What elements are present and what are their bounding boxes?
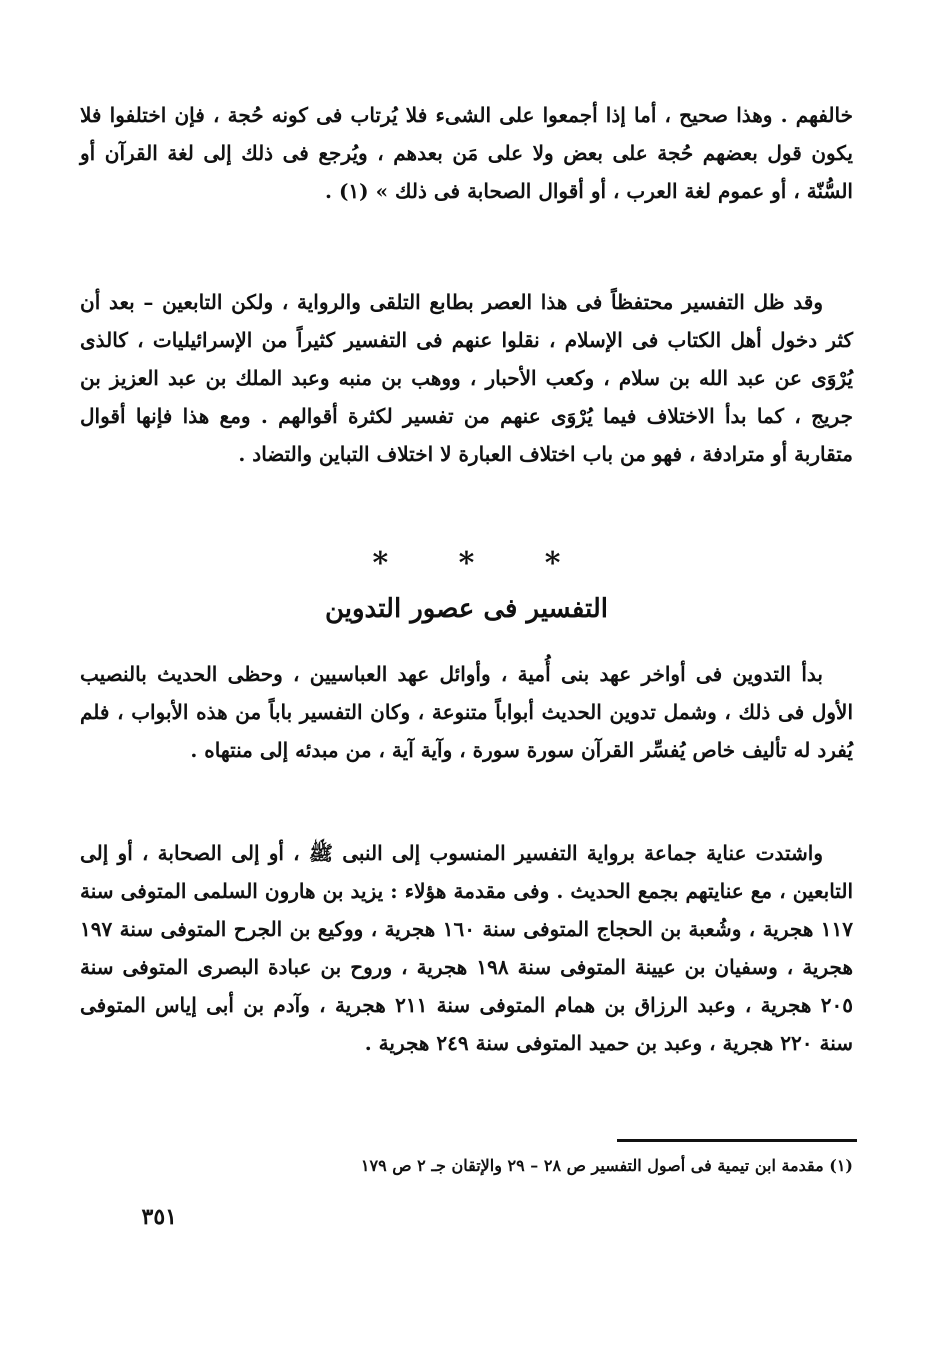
section-separator [0, 546, 933, 581]
paragraph-4-text: واشتدت عناية جماعة برواية التفسير المنسوب إلى النبى ﷺ ، أو إلى الصحابة ، أو إلى التابعين ، مع عنايتهم بجمع الحديث . وفى مقدمة هؤلاء : يزيد بن هارون السلمى المتوفى سنة ١١٧ هجرية ، وشُعبة بن الحجاج المتوفى سنة ١٦٠ هجرية ، ووكيع بن الجرح المتوفى سنة ١٩٧ هجرية ، وسفيان بن عيينة المتوفى سنة ١٩٨ هجرية ، وروح بن عبادة البصرى المتوفى سنة ٢٠٥ هجرية ، وعبد الرزاق بن همام المتوفى سنة ٢١١ هجرية ، وآدم بن أبى إياس المتوفى سنة ٢٢٠ هجرية ، وعبد بن حميد المتوفى سنة ٢٤٩ هجرية . [80, 841, 853, 1055]
section-heading: التفسير فى عصور التدوين [324, 594, 609, 624]
paragraph-3-text: بدأ التدوين فى أواخر عهد بنى أُمية ، وأوائل عهد العباسيين ، وحظى الحديث بالنصيب الأول فى ذلك ، وشمل تدوين الحديث أبواباً متنوعة ، وكان التفسير باباً من هذه الأبواب ، فلم يُفرد له تأليف خاص يُفسِّر القرآن سورة سورة ، وآية آية ، من مبدئه إلى منتهاه . [80, 662, 853, 762]
paragraph-2 [80, 283, 853, 473]
paragraph-4 [80, 834, 853, 1062]
footnote-divider [617, 1139, 857, 1142]
paragraph-3 [80, 655, 853, 769]
paragraph-1-text: خالفهم . وهذا صحيح ، أما إذا أجمعوا على الشىء فلا يُرتاب فى كونه حُجة ، فإن اختلفوا فلا يكون قول بعضهم حُجة على بعض ولا على مَن بعدهم ، ويُرجع فى ذلك إلى لغة القرآن أو السُّنّة ، أو عموم لغة العرب ، أو أقوال الصحابة فى ذلك » (١) . [80, 103, 853, 203]
paragraph-1 [80, 96, 853, 210]
separator-star: * [372, 546, 389, 581]
separator-star: * [458, 546, 475, 581]
paragraph-2-text: وقد ظل التفسير محتفظاً فى هذا العصر بطابع التلقى والرواية ، ولكن التابعين – بعد أن كثر دخول أهل الكتاب فى الإسلام ، نقلوا عنهم فى التفسير كثيراً من الإسرائيليات ، كالذى يُرْوَى عن عبد الله بن سلام ، وكعب الأحبار ، ووهب بن منبه وعبد الملك بن عبد العزيز بن جريج ، كما بدأ الاختلاف فيما يُرْوَى عنهم من تفسير لكثرة أقوالهم . ومع هذا فإنها أقوال متقاربة أو مترادفة ، فهو من باب اختلاف العبارة لا اختلاف التباين والتضاد . [80, 290, 854, 466]
page-number: ٣٥١ [141, 1204, 177, 1230]
footnote: (١) مقدمة ابن تيمية فى أصول التفسير ص ٢٨ – ٢٩ والإتقان جـ ٢ ص ١٧٩ [360, 1156, 853, 1175]
separator-star: * [544, 546, 561, 581]
